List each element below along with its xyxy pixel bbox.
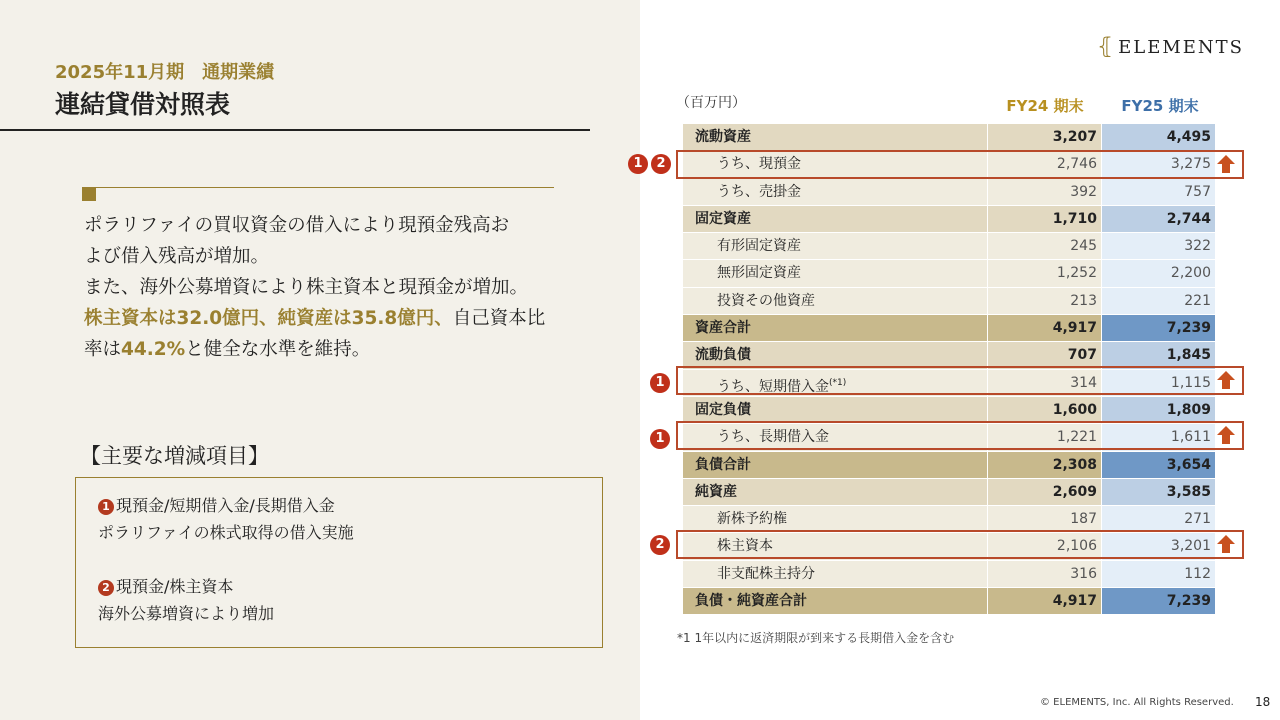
row-label: 株主資本 bbox=[683, 533, 988, 559]
fy24-value: 2,746 bbox=[988, 151, 1102, 177]
table-row-total bbox=[683, 588, 1215, 615]
key-items-box bbox=[75, 477, 603, 648]
marker-long-loan bbox=[650, 429, 670, 449]
circled-number-1-icon: 1 bbox=[628, 154, 648, 174]
table-row bbox=[683, 260, 1215, 287]
row-label: 負債・純資産合計 bbox=[683, 588, 988, 614]
highlight-equity: 株主資本は32.0億円、純資産は35.8億円、 bbox=[84, 308, 453, 329]
row-label: 資産合計 bbox=[683, 315, 988, 341]
highlight-box-cash bbox=[676, 150, 1244, 179]
fy25-value: 3,654 bbox=[1102, 452, 1215, 478]
key-item-2-title bbox=[98, 573, 580, 600]
fy25-value: 3,201 bbox=[1102, 533, 1215, 559]
table-row bbox=[683, 124, 1215, 151]
column-header-fy25: FY25 期末 bbox=[1121, 97, 1199, 115]
fy24-value: 707 bbox=[988, 342, 1102, 368]
up-arrow-icon bbox=[1216, 425, 1236, 445]
fy25-value: 1,809 bbox=[1102, 397, 1215, 423]
marker-cash bbox=[628, 154, 671, 174]
table-unit: （百万円） bbox=[676, 95, 746, 111]
up-arrow-icon bbox=[1216, 370, 1236, 390]
row-label: 流動負債 bbox=[683, 342, 988, 368]
fy25-value: 1,611 bbox=[1102, 424, 1215, 450]
table-row bbox=[683, 206, 1215, 233]
table-row bbox=[683, 179, 1215, 206]
fy24-value: 1,221 bbox=[988, 424, 1102, 450]
highlight-box-long-loan bbox=[676, 421, 1244, 450]
summary-fragment: と健全な水準を維持。 bbox=[185, 339, 371, 360]
fy24-value: 4,917 bbox=[988, 315, 1102, 341]
fy24-value: 3,207 bbox=[988, 124, 1102, 150]
fy24-value: 4,917 bbox=[988, 588, 1102, 614]
page-title: 連結貸借対照表 bbox=[55, 90, 231, 119]
fy25-value: 112 bbox=[1102, 561, 1215, 587]
fy24-value: 1,252 bbox=[988, 260, 1102, 286]
circled-number-1-icon: 1 bbox=[650, 429, 670, 449]
row-label: 固定負債 bbox=[683, 397, 988, 423]
summary-line bbox=[84, 334, 594, 365]
marker-short-loan bbox=[650, 373, 670, 393]
table-row bbox=[683, 288, 1215, 315]
fy25-value: 271 bbox=[1102, 506, 1215, 532]
table-row bbox=[683, 479, 1215, 506]
fy24-value: 1,600 bbox=[988, 397, 1102, 423]
highlight-box-short-loan bbox=[676, 366, 1244, 395]
fy25-value: 221 bbox=[1102, 288, 1215, 314]
key-item-2-desc: 海外公募増資により増加 bbox=[98, 604, 275, 623]
highlight-box-equity bbox=[676, 530, 1244, 559]
bullet-divider bbox=[96, 187, 554, 188]
fy25-value: 3,275 bbox=[1102, 151, 1215, 177]
fy24-value: 316 bbox=[988, 561, 1102, 587]
key-item-1-desc: ポラリファイの株式取得の借入実施 bbox=[98, 523, 354, 542]
row-label: 負債合計 bbox=[683, 452, 988, 478]
fy25-value: 7,239 bbox=[1102, 588, 1215, 614]
logo-mark-icon: ⦃ bbox=[1096, 34, 1114, 59]
row-label: 非支配株主持分 bbox=[683, 561, 988, 587]
table-footnote: *1 1年以内に返済期限が到来する長期借入金を含む bbox=[677, 631, 955, 645]
fy24-value: 245 bbox=[988, 233, 1102, 259]
table-row bbox=[683, 233, 1215, 260]
fy25-value: 2,200 bbox=[1102, 260, 1215, 286]
fy25-value: 1,115 bbox=[1102, 370, 1215, 396]
copyright: © ELEMENTS, Inc. All Rights Reserved. bbox=[1040, 697, 1234, 708]
company-logo bbox=[1097, 36, 1244, 58]
summary-text bbox=[84, 210, 594, 365]
row-label: うち、現預金 bbox=[683, 151, 988, 177]
circled-number-2-icon: 2 bbox=[651, 154, 671, 174]
key-item-title: 現預金/株主資本 bbox=[116, 577, 234, 596]
fy25-value: 322 bbox=[1102, 233, 1215, 259]
title-divider bbox=[0, 129, 590, 131]
fy24-value: 213 bbox=[988, 288, 1102, 314]
summary-line: ポラリファイの買収資金の借入により現預金残高お bbox=[84, 215, 510, 236]
page-subtitle: 2025年11月期 通期業績 bbox=[55, 62, 275, 83]
fy25-value: 7,239 bbox=[1102, 315, 1215, 341]
column-header-fy24: FY24 期末 bbox=[1006, 97, 1084, 115]
circled-number-1-icon: 1 bbox=[650, 373, 670, 393]
row-label: 流動資産 bbox=[683, 124, 988, 150]
fy24-value: 187 bbox=[988, 506, 1102, 532]
circled-number-2-icon: 2 bbox=[98, 580, 114, 596]
row-label: 固定資産 bbox=[683, 206, 988, 232]
fy24-value: 2,609 bbox=[988, 479, 1102, 505]
highlight-ratio: 44.2% bbox=[121, 339, 186, 360]
fy24-value: 392 bbox=[988, 179, 1102, 205]
bullet-square-icon bbox=[82, 187, 96, 201]
key-item-title: 現預金/短期借入金/長期借入金 bbox=[116, 496, 335, 515]
summary-line: よび借入残高が増加。 bbox=[84, 246, 270, 267]
summary-fragment: 自己資本比 bbox=[452, 308, 546, 329]
table-row-total bbox=[683, 452, 1215, 479]
row-label-text: うち、短期借入金 bbox=[717, 378, 829, 395]
row-label: うち、長期借入金 bbox=[683, 424, 988, 450]
footnote-ref: (*1) bbox=[829, 377, 847, 388]
circled-number-2-icon: 2 bbox=[650, 535, 670, 555]
summary-line: また、海外公募増資により株主資本と現預金が増加。 bbox=[84, 277, 529, 298]
fy24-value: 1,710 bbox=[988, 206, 1102, 232]
fy25-value: 3,585 bbox=[1102, 479, 1215, 505]
key-items-heading: 【主要な増減項目】 bbox=[80, 444, 269, 468]
logo-text: ELEMENTS bbox=[1118, 36, 1244, 58]
fy25-value: 757 bbox=[1102, 179, 1215, 205]
fy24-value: 2,106 bbox=[988, 533, 1102, 559]
row-label: うち、売掛金 bbox=[683, 179, 988, 205]
row-label: 有形固定資産 bbox=[683, 233, 988, 259]
up-arrow-icon bbox=[1216, 154, 1236, 174]
row-label: 純資産 bbox=[683, 479, 988, 505]
row-label: 無形固定資産 bbox=[683, 260, 988, 286]
row-label: 投資その他資産 bbox=[683, 288, 988, 314]
up-arrow-icon bbox=[1216, 534, 1236, 554]
marker-equity bbox=[650, 535, 670, 555]
summary-fragment: 率は bbox=[84, 339, 122, 360]
fy24-value: 2,308 bbox=[988, 452, 1102, 478]
circled-number-1-icon: 1 bbox=[98, 499, 114, 515]
fy24-value: 314 bbox=[988, 370, 1102, 396]
table-row-total bbox=[683, 315, 1215, 342]
fy25-value: 2,744 bbox=[1102, 206, 1215, 232]
fy25-value: 1,845 bbox=[1102, 342, 1215, 368]
page-number: 18 bbox=[1255, 695, 1271, 709]
key-item-1-title bbox=[98, 492, 580, 519]
row-label: 新株予約権 bbox=[683, 506, 988, 532]
table-row bbox=[683, 561, 1215, 588]
fy25-value: 4,495 bbox=[1102, 124, 1215, 150]
summary-line bbox=[84, 303, 594, 334]
